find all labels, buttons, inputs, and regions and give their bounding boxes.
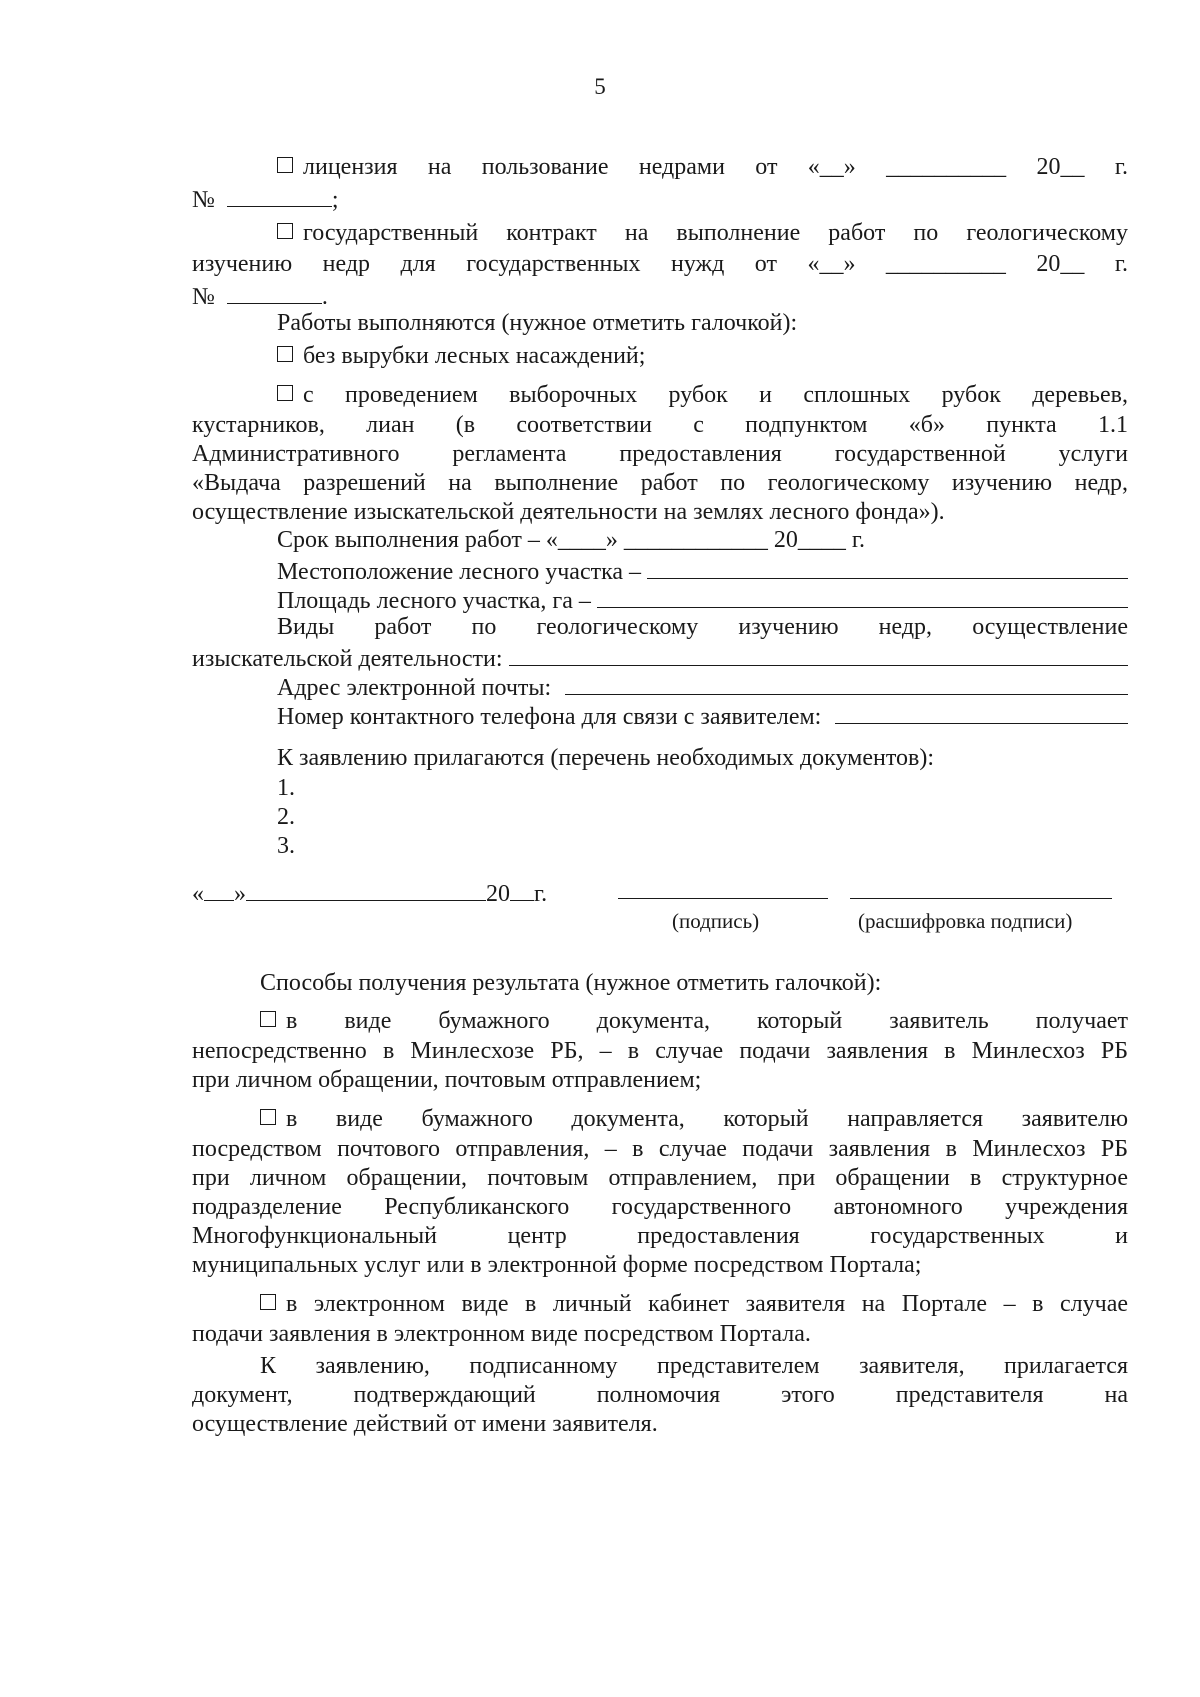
date-month-field[interactable] xyxy=(246,876,486,901)
phone-field[interactable] xyxy=(835,699,1128,724)
email-field[interactable] xyxy=(565,670,1128,695)
option-no-felling xyxy=(277,341,1128,372)
result-option-2-line-3: при личном обращении, почтовым отправлением, при обращении в структурное xyxy=(192,1165,1128,1191)
phone-line xyxy=(277,699,1128,730)
signature-caption: (подпись) xyxy=(672,909,760,933)
felling-checkbox[interactable] xyxy=(277,385,293,401)
result-option-2-line-2: посредством почтового отправления, – в случае подачи заявления в Минлесхоз РБ xyxy=(192,1136,1128,1162)
result-option-2-line-6: муниципальных услуг или в электронной форме посредством Портала; xyxy=(192,1252,922,1278)
result-option-3-checkbox[interactable] xyxy=(260,1294,276,1310)
area-label: Площадь лесного участка, га – xyxy=(277,588,591,614)
result-option-3-line-1 xyxy=(260,1289,1128,1320)
option-felling-line-3: Административного регламента предоставления государственной услуги xyxy=(192,441,1128,467)
email-label: Адрес электронной почты: xyxy=(277,675,552,701)
option-felling-line-4: «Выдача разрешений на выполнение работ по геологическому изучению недр, xyxy=(192,470,1128,496)
result-option-2-line-5: Многофункциональный центр предоставления государственных и xyxy=(192,1223,1128,1249)
result-option-2-checkbox[interactable] xyxy=(260,1109,276,1125)
result-option-2-text: в виде бумажного документа, который направляется заявителю xyxy=(286,1106,1128,1132)
page-number: 5 xyxy=(594,74,606,99)
attachments-header: К заявлению прилагаются (перечень необходимых документов): xyxy=(277,745,935,771)
signature-decode-caption: (расшифровка подписи) xyxy=(858,909,1073,933)
phone-label: Номер контактного телефона для связи с заявителем: xyxy=(277,704,822,730)
date-day-field[interactable] xyxy=(204,876,234,901)
representative-line-1: К заявлению, подписанному представителем заявителя, прилагается xyxy=(260,1353,1128,1379)
result-option-1-text: в виде бумажного документа, который заявитель получает xyxy=(286,1008,1128,1034)
felling-text-1: с проведением выборочных рубок и сплошных рубок деревьев, xyxy=(303,382,1128,408)
result-option-1-line-2: непосредственно в Минлесхозе РБ, – в случае подачи заявления в Минлесхоз РБ xyxy=(192,1038,1128,1064)
work-types-line-2 xyxy=(192,641,1128,672)
term-field: Срок выполнения работ – «____» ____________ 20____ г. xyxy=(277,527,866,553)
option-felling-line-5: осуществление изыскательской деятельности на землях лесного фонда»). xyxy=(192,499,945,525)
result-option-2-line-1 xyxy=(260,1104,1128,1135)
date-year-prefix: 20 xyxy=(486,881,510,907)
result-option-1-line-3: при личном обращении, почтовым отправлением; xyxy=(192,1067,702,1093)
license-number-end: ; xyxy=(331,187,339,213)
date-close-quote: » xyxy=(234,881,246,907)
license-checkbox[interactable] xyxy=(277,157,293,173)
contract-number-label: № xyxy=(192,284,215,310)
location-label: Местоположение лесного участка – xyxy=(277,559,642,585)
representative-line-3: осуществление действий от имени заявителя. xyxy=(192,1411,658,1437)
result-option-1-line-1 xyxy=(260,1006,1128,1037)
contract-number-field[interactable] xyxy=(227,279,322,304)
contract-checkbox[interactable] xyxy=(277,223,293,239)
work-types-label: изыскательской деятельности: xyxy=(192,646,503,672)
license-text: лицензия на пользование недрами от «__» __________ 20__ г. xyxy=(303,154,1128,180)
contract-line-1 xyxy=(277,218,1128,249)
no-felling-checkbox[interactable] xyxy=(277,346,293,362)
date-year-field[interactable] xyxy=(510,876,534,901)
license-number-line xyxy=(192,182,1128,213)
result-option-1-checkbox[interactable] xyxy=(260,1011,276,1027)
location-field[interactable] xyxy=(647,554,1128,579)
option-felling-line-1 xyxy=(277,380,1128,411)
work-types-line-1: Виды работ по геологическому изучению недр, осуществление xyxy=(277,614,1128,640)
contract-number-line xyxy=(192,279,1128,310)
contract-line-2: изучению недр для государственных нужд от «__» __________ 20__ г. xyxy=(192,251,1128,277)
no-felling-text: без вырубки лесных насаждений; xyxy=(303,343,646,369)
attachment-item: 1. xyxy=(277,775,295,801)
result-option-3-line-2: подачи заявления в электронном виде посредством Портала. xyxy=(192,1321,811,1347)
works-header: Работы выполняются (нужное отметить галочкой): xyxy=(277,310,798,336)
attachment-item: 2. xyxy=(277,804,295,830)
work-types-field[interactable] xyxy=(509,641,1129,666)
result-methods-header: Способы получения результата (нужное отметить галочкой): xyxy=(260,970,882,996)
representative-line-2: документ, подтверждающий полномочия этого представителя на xyxy=(192,1382,1128,1408)
date-year-suffix: г. xyxy=(534,881,548,907)
license-line xyxy=(277,152,1128,183)
date-open-quote: « xyxy=(192,881,204,907)
signature-decode-field[interactable] xyxy=(850,872,1112,899)
signature-field[interactable] xyxy=(618,872,828,899)
location-line xyxy=(277,554,1128,585)
result-option-3-text: в электронном виде в личный кабинет заявителя на Портале – в случае xyxy=(286,1291,1128,1317)
result-option-2-line-4: подразделение Республиканского государственного автономного учреждения xyxy=(192,1194,1128,1220)
option-felling-line-2: кустарников, лиан (в соответствии с подпунктом «б» пункта 1.1 xyxy=(192,412,1128,438)
email-line xyxy=(277,670,1128,701)
contract-text-1: государственный контракт на выполнение работ по геологическому xyxy=(303,220,1128,246)
area-field[interactable] xyxy=(597,583,1128,608)
license-number-field[interactable] xyxy=(227,182,332,207)
area-line xyxy=(277,583,1128,614)
attachment-item: 3. xyxy=(277,833,295,859)
license-number-label: № xyxy=(192,187,215,213)
contract-number-end: . xyxy=(321,284,328,310)
